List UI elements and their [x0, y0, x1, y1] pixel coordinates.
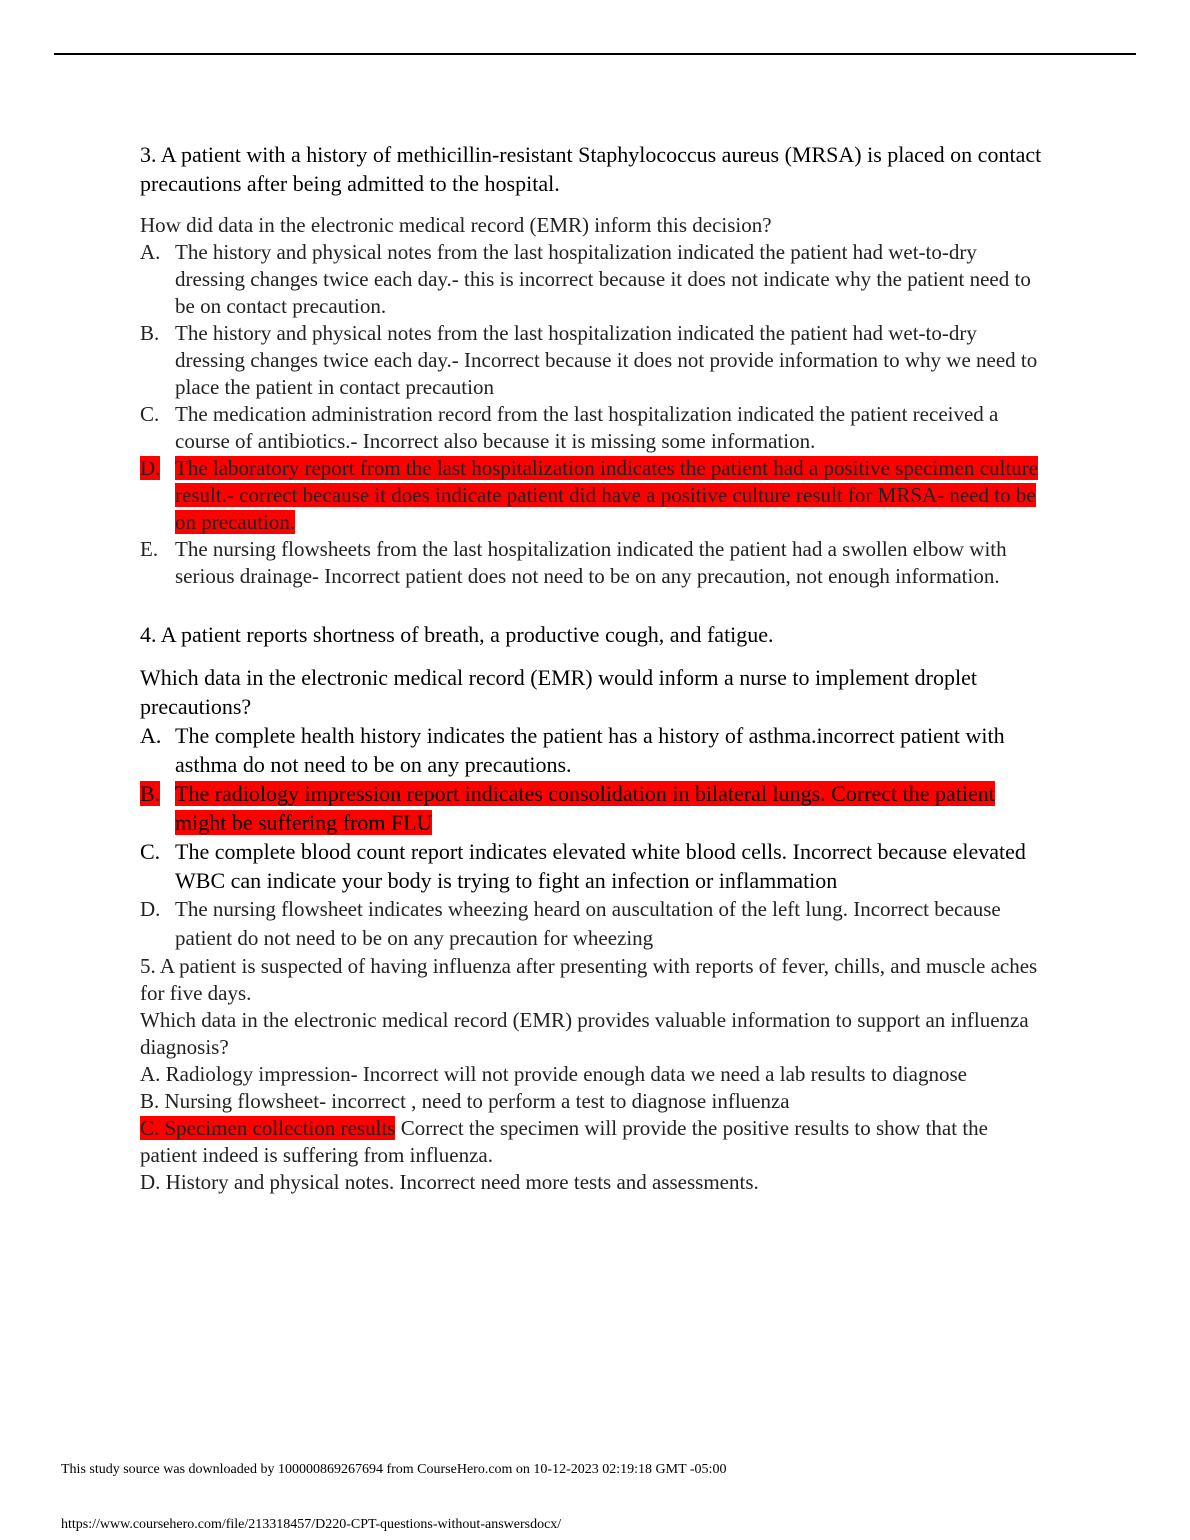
question-4 — [140, 620, 1045, 953]
option-text-highlighted: The laboratory report from the last hospitalization indicates the patient had a positive specimen culture result.- correct because it does indicate patient did have a positive culture result for MRSA- need to be on precaution. — [175, 456, 1039, 534]
answer-option-d: D. History and physical notes. Incorrect need more tests and assessments. — [140, 1170, 759, 1194]
document-body — [140, 140, 1045, 1196]
option-letter: D. — [140, 897, 161, 921]
source-url: https://www.coursehero.com/file/213318457/D220-CPT-questions-without-answersdocx/ — [61, 1517, 562, 1532]
answer-option-c — [140, 401, 1045, 455]
option-text: The complete health history indicates the patient has a history of asthma.incorrect patient with asthma do not need to be on any precautions. — [175, 723, 1005, 777]
option-letter: B. — [140, 781, 161, 806]
option-letter: C. — [140, 839, 161, 864]
answer-option-b-correct — [140, 779, 1045, 837]
answer-option-c — [140, 837, 1045, 895]
answer-option-a — [140, 239, 1045, 320]
answer-option-a: A. Radiology impression- Incorrect will not provide enough data we need a lab results to diagnose — [140, 1062, 967, 1086]
option-letter: C. — [140, 402, 160, 426]
option-text: The complete blood count report indicates elevated white blood cells. Incorrect because elevated WBC can indicate your body is trying to fight an infection or inflammation — [175, 839, 1026, 893]
answer-option-c-correct — [140, 1115, 1045, 1169]
question-3 — [140, 140, 1045, 590]
answer-option-a — [140, 721, 1045, 779]
answer-option-d-correct — [140, 455, 1045, 536]
option-letter: E. — [140, 537, 159, 561]
question-prompt: How did data in the electronic medical record (EMR) inform this decision? — [140, 213, 772, 237]
answer-option-b: B. Nursing flowsheet- incorrect , need to perform a test to diagnose influenza — [140, 1089, 790, 1113]
option-text: The nursing flowsheet indicates wheezing heard on auscultation of the left lung. Incorrect because patient do not need to be on any precaution for wheezing — [175, 897, 1001, 950]
option-text: The history and physical notes from the last hospitalization indicated the patient had wet-to-dry dressing changes twice each day.- this is incorrect because it does not indicate why the patient need to be on contact precaution. — [175, 240, 1031, 318]
answer-option-d — [140, 895, 1045, 953]
option-letter: D. — [140, 456, 161, 480]
top-rule — [54, 53, 1136, 55]
option-text-highlighted: C. Specimen collection results — [140, 1116, 396, 1140]
option-letter: B. — [140, 321, 160, 345]
answer-option-b — [140, 320, 1045, 401]
option-letter: A. — [140, 240, 161, 264]
option-text: The nursing flowsheets from the last hospitalization indicated the patient had a swollen elbow with serious drainage- Incorrect patient does not need to be on any precaution, not enough information. — [175, 537, 1007, 588]
option-text: Correct the specimen will provide the positive results to show that the patient indeed is suffering from influenza. — [140, 1116, 988, 1167]
question-prompt: Which data in the electronic medical record (EMR) would inform a nurse to implement droplet precautions? — [140, 665, 977, 719]
answer-option-e — [140, 536, 1045, 590]
question-5 — [140, 953, 1045, 1196]
option-text: The history and physical notes from the last hospitalization indicated the patient had wet-to-dry dressing changes twice each day.- Incorrect because it does not provide information to why we need to place the patient in contact precaution — [175, 321, 1038, 399]
option-text: The medication administration record from the last hospitalization indicated the patient received a course of antibiotics.- Incorrect also because it is missing some information. — [175, 402, 999, 453]
option-letter: A. — [140, 723, 162, 748]
question-stem: 5. A patient is suspected of having influenza after presenting with reports of fever, chills, and muscle aches for five days. — [140, 954, 1038, 1005]
download-notice: This study source was downloaded by 100000869267694 from CourseHero.com on 10-12-2023 02:19:18 GMT -05:00 — [61, 1462, 727, 1477]
option-text-highlighted: The radiology impression report indicates consolidation in bilateral lungs. Correct the patient might be suffering from FLU — [175, 781, 995, 835]
question-prompt: Which data in the electronic medical record (EMR) provides valuable information to support an influenza diagnosis? — [140, 1008, 1029, 1059]
question-stem: 3. A patient with a history of methicillin-resistant Staphylococcus aureus (MRSA) is placed on contact precautions after being admitted to the hospital. — [140, 142, 1042, 196]
question-stem: 4. A patient reports shortness of breath, a productive cough, and fatigue. — [140, 622, 774, 647]
